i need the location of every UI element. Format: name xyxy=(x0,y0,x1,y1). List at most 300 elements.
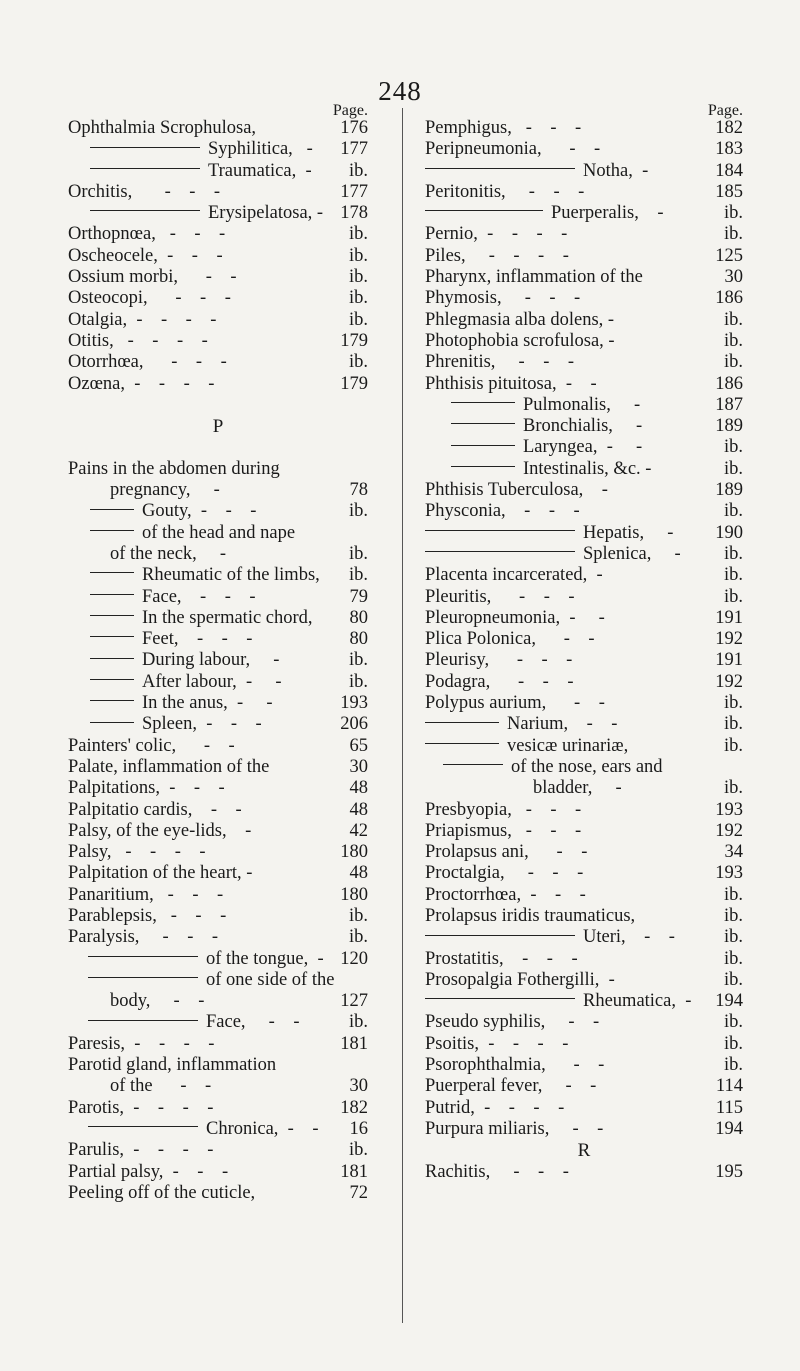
section-letter-label: P xyxy=(212,416,224,438)
index-entry xyxy=(68,1076,368,1097)
ditto-rule xyxy=(90,210,200,211)
index-column-left xyxy=(68,102,368,1204)
index-entry xyxy=(425,416,743,437)
entry-page-ref: ib. xyxy=(723,458,743,479)
entry-term: Rheumatica, - xyxy=(583,991,692,1012)
entry-term: Palpitation of the heart, - xyxy=(68,863,253,884)
entry-page-ref: 194 xyxy=(715,991,743,1012)
index-entry xyxy=(425,1162,743,1183)
entry-page-ref: ib. xyxy=(348,352,368,373)
ditto-rule xyxy=(90,572,134,573)
entry-term: Pemphigus, - - - xyxy=(425,118,582,138)
index-entry xyxy=(68,246,368,267)
entry-page-ref: 42 xyxy=(349,820,368,841)
index-entry xyxy=(425,821,743,842)
entry-page-ref: ib. xyxy=(348,224,368,245)
index-entry xyxy=(425,1119,743,1140)
index-entry xyxy=(425,842,743,863)
entry-page-ref: 48 xyxy=(349,778,368,799)
entry-term: Photophobia scrofulosa, - xyxy=(425,330,615,351)
entry-term: Panaritium, - - - xyxy=(68,884,224,905)
entry-page-ref: ib. xyxy=(723,203,743,224)
entry-page-ref: 191 xyxy=(715,607,743,628)
entry-term: Uteri, - - xyxy=(583,927,675,948)
entry-term: Pleurisy, - - - xyxy=(425,650,573,671)
index-entry xyxy=(68,757,368,778)
index-entry xyxy=(425,161,743,182)
entry-term: vesicæ urinariæ, xyxy=(507,735,629,756)
entry-page-ref: ib. xyxy=(348,927,368,948)
entry-page-ref: ib. xyxy=(723,330,743,351)
index-entry xyxy=(68,1119,368,1140)
index-entry xyxy=(425,203,743,224)
index-entry xyxy=(68,1034,368,1055)
entry-term: Parotid gland, inflammation xyxy=(68,1055,277,1076)
entry-term: Chronica, - - xyxy=(206,1118,319,1139)
index-entry xyxy=(68,203,368,224)
entry-term: Peeling off of the cuticle, xyxy=(68,1182,256,1203)
entry-term: of one side of the xyxy=(206,969,334,990)
entry-term: Palpitations, - - - xyxy=(68,778,225,799)
entry-term: Paralysis, - - - xyxy=(68,927,219,948)
index-entry xyxy=(425,310,743,331)
entry-term: Palsy, - - - - xyxy=(68,842,206,863)
entry-term: of the head and nape xyxy=(142,522,296,543)
entry-term: Putrid, - - - - xyxy=(425,1097,565,1118)
entry-term: Parablepsis, - - - xyxy=(68,905,227,926)
entry-term: Pulmonalis, - xyxy=(523,394,641,415)
entry-term: Polypus aurium, - - xyxy=(425,693,605,714)
index-entry xyxy=(425,1012,743,1033)
entry-page-ref: 179 xyxy=(340,330,368,351)
entry-term: Traumatica, - xyxy=(208,160,312,181)
entry-page-ref: ib. xyxy=(348,1140,368,1161)
ditto-rule xyxy=(90,679,134,680)
index-entry xyxy=(68,587,368,608)
entry-term: Erysipelatosa, - xyxy=(208,203,324,224)
index-entry xyxy=(425,246,743,267)
index-entry xyxy=(425,1055,743,1076)
index-entry xyxy=(425,267,743,288)
index-column-right xyxy=(425,102,743,1183)
entry-page-ref: 120 xyxy=(340,948,368,969)
entry-term: of the nose, ears and xyxy=(511,756,663,777)
index-entry xyxy=(425,672,743,693)
entry-term: Otorrhœa, - - - xyxy=(68,352,227,373)
entry-term: Rheumatic of the limbs, xyxy=(142,565,320,586)
entry-page-ref: 181 xyxy=(340,1161,368,1182)
entry-page-ref: ib. xyxy=(348,501,368,522)
entry-term: pregnancy, - xyxy=(110,480,220,501)
ditto-rule xyxy=(88,1126,198,1127)
entry-term: Oscheocele, - - - xyxy=(68,245,223,266)
entry-page-ref: ib. xyxy=(348,543,368,564)
entry-term: Face, - - xyxy=(206,1012,300,1033)
entry-page-ref: 193 xyxy=(340,693,368,714)
ditto-rule xyxy=(425,551,575,552)
entry-page-ref: ib. xyxy=(723,543,743,564)
entry-page-ref: 191 xyxy=(715,650,743,671)
entry-page-ref: ib. xyxy=(723,1055,743,1076)
index-entry xyxy=(68,949,368,970)
entry-term: Psorophthalmia, - - xyxy=(425,1055,605,1076)
index-entry xyxy=(425,927,743,948)
ditto-rule xyxy=(90,700,134,701)
entry-page-ref: ib. xyxy=(348,288,368,309)
entry-term: Phrenitis, - - - xyxy=(425,352,575,373)
entry-page-ref: ib. xyxy=(723,884,743,905)
entry-page-ref: 182 xyxy=(340,1097,368,1118)
index-entry xyxy=(425,182,743,203)
index-entry xyxy=(425,714,743,735)
ditto-rule xyxy=(88,1020,198,1021)
ditto-rule xyxy=(443,764,503,765)
index-entry xyxy=(425,523,743,544)
entry-term: Ophthalmia Scrophulosa, xyxy=(68,118,257,138)
entry-page-ref: ib. xyxy=(723,735,743,756)
entry-term: Prosopalgia Fothergilli, - xyxy=(425,969,615,990)
entry-term: Piles, - - - - xyxy=(425,245,569,266)
entry-page-ref: ib. xyxy=(723,714,743,735)
entry-page-ref: 181 xyxy=(340,1033,368,1054)
entry-page-ref: 182 xyxy=(715,118,743,138)
entry-page-ref: 194 xyxy=(715,1118,743,1139)
index-entry xyxy=(68,544,368,565)
ditto-rule xyxy=(451,423,515,424)
entry-page-ref: 80 xyxy=(349,607,368,628)
index-entry xyxy=(425,288,743,309)
entry-page-ref: 206 xyxy=(340,714,368,735)
entry-term: Prostatitis, - - - xyxy=(425,948,578,969)
entry-page-ref: 186 xyxy=(715,288,743,309)
ditto-rule xyxy=(88,977,198,978)
entry-page-ref: 193 xyxy=(715,863,743,884)
index-entry xyxy=(425,565,743,586)
page-header-label: Page. xyxy=(332,102,368,119)
index-entry xyxy=(68,714,368,735)
index-entry xyxy=(68,565,368,586)
entry-page-ref: 114 xyxy=(715,1076,743,1097)
ditto-rule xyxy=(90,722,134,723)
index-entry xyxy=(68,693,368,714)
index-entry xyxy=(425,1034,743,1055)
entry-term: Otalgia, - - - - xyxy=(68,309,217,330)
index-entry xyxy=(425,459,743,480)
entry-term: Prolapsus iridis traumaticus, xyxy=(425,905,636,926)
index-entry xyxy=(68,331,368,352)
entry-page-ref: 184 xyxy=(715,160,743,181)
ditto-rule xyxy=(425,998,575,999)
index-entry xyxy=(425,650,743,671)
ditto-rule xyxy=(425,530,575,531)
index-entry xyxy=(68,863,368,884)
entry-term: Ossium morbi, - - xyxy=(68,267,237,288)
entry-term: Notha, - xyxy=(583,160,649,181)
index-entry xyxy=(425,118,743,139)
index-entry xyxy=(425,800,743,821)
index-entry xyxy=(425,374,743,395)
entry-term: Priapismus, - - - xyxy=(425,820,582,841)
entry-term: Placenta incarcerated, - xyxy=(425,565,603,586)
ditto-rule xyxy=(425,168,575,169)
entry-term: Paresis, - - - - xyxy=(68,1033,215,1054)
index-entry xyxy=(68,629,368,650)
entry-term: Painters' colic, - - xyxy=(68,735,235,756)
entry-page-ref: 72 xyxy=(349,1182,368,1203)
index-entry xyxy=(425,906,743,927)
entry-term: Pleuritis, - - - xyxy=(425,586,575,607)
entry-page-ref: 30 xyxy=(724,267,743,288)
entry-page-ref: ib. xyxy=(723,778,743,799)
entry-page-ref: 179 xyxy=(340,373,368,394)
index-entry xyxy=(68,842,368,863)
index-entry xyxy=(68,885,368,906)
entry-page-ref: ib. xyxy=(723,352,743,373)
index-entry xyxy=(68,991,368,1012)
entry-page-ref: 16 xyxy=(349,1118,368,1139)
ditto-rule xyxy=(88,956,198,957)
index-entry xyxy=(68,224,368,245)
entry-page-ref: 176 xyxy=(340,118,368,138)
entry-term: bladder, - xyxy=(533,778,622,799)
index-entry xyxy=(425,501,743,522)
page-column-header xyxy=(68,104,368,118)
entry-page-ref: 187 xyxy=(715,394,743,415)
index-entry xyxy=(68,139,368,160)
entry-term: Spleen, - - - xyxy=(142,714,262,735)
entry-term: Palate, inflammation of the xyxy=(68,756,270,777)
index-entry xyxy=(68,608,368,629)
entry-term: Phymosis, - - - xyxy=(425,288,581,309)
entry-term: Presbyopia, - - - xyxy=(425,799,582,820)
entry-term: Proctorrhœa, - - - xyxy=(425,884,586,905)
index-entry xyxy=(68,800,368,821)
entry-page-ref: ib. xyxy=(348,671,368,692)
entry-page-ref: ib. xyxy=(723,437,743,458)
index-entry xyxy=(425,480,743,501)
entry-page-ref: ib. xyxy=(348,245,368,266)
entry-page-ref: ib. xyxy=(348,650,368,671)
blank-line xyxy=(68,437,368,458)
entry-page-ref: ib. xyxy=(723,905,743,926)
index-entry xyxy=(68,1055,368,1076)
page-column-header xyxy=(425,104,743,118)
index-entry xyxy=(425,778,743,799)
index-entry xyxy=(425,587,743,608)
index-entry xyxy=(425,970,743,991)
entry-page-ref: 178 xyxy=(340,203,368,224)
index-entry xyxy=(68,970,368,991)
ditto-rule xyxy=(90,658,134,659)
ditto-rule xyxy=(90,509,134,510)
entry-page-ref: 65 xyxy=(349,735,368,756)
entry-term: During labour, - xyxy=(142,650,280,671)
entry-page-ref: ib. xyxy=(348,905,368,926)
entry-term: Palpitatio cardis, - - xyxy=(68,799,242,820)
ditto-rule xyxy=(90,594,134,595)
index-entry xyxy=(425,1076,743,1097)
entry-page-ref: ib. xyxy=(723,565,743,586)
entry-page-ref: 177 xyxy=(340,181,368,202)
entry-page-ref: ib. xyxy=(723,948,743,969)
entry-page-ref: ib. xyxy=(723,693,743,714)
entry-term: Otitis, - - - - xyxy=(68,330,208,351)
ditto-rule xyxy=(90,636,134,637)
entry-page-ref: 115 xyxy=(715,1097,743,1118)
entry-page-ref: 195 xyxy=(715,1161,743,1182)
index-entry xyxy=(68,310,368,331)
index-entry xyxy=(68,821,368,842)
entry-term: Syphilitica, - xyxy=(208,139,313,160)
entry-term: Phthisis Tuberculosa, - xyxy=(425,480,608,501)
entry-page-ref: ib. xyxy=(723,501,743,522)
entry-term: Physconia, - - - xyxy=(425,501,580,522)
entry-term: Face, - - - xyxy=(142,586,256,607)
entry-term: Psoitis, - - - - xyxy=(425,1033,569,1054)
index-entry xyxy=(68,523,368,544)
entry-page-ref: 190 xyxy=(715,522,743,543)
index-entry xyxy=(68,480,368,501)
entry-term: After labour, - - xyxy=(142,671,282,692)
entry-term: Partial palsy, - - - xyxy=(68,1161,229,1182)
entry-page-ref: 30 xyxy=(349,756,368,777)
ditto-rule xyxy=(425,722,499,723)
page-number: 248 xyxy=(378,76,422,106)
entry-term: Proctalgia, - - - xyxy=(425,863,584,884)
index-entry xyxy=(68,459,368,480)
entry-page-ref: 192 xyxy=(715,629,743,650)
entry-term: Rachitis, - - - xyxy=(425,1161,569,1182)
index-entry xyxy=(425,331,743,352)
ditto-rule xyxy=(90,168,200,169)
entry-page-ref: ib. xyxy=(723,927,743,948)
index-entry xyxy=(68,736,368,757)
entry-page-ref: 192 xyxy=(715,671,743,692)
entry-page-ref: 30 xyxy=(349,1076,368,1097)
entry-term: Orchitis, - - - xyxy=(68,181,221,202)
column-divider xyxy=(402,108,403,1323)
entry-term: Laryngea, - - xyxy=(523,437,643,458)
entry-page-ref: ib. xyxy=(723,1033,743,1054)
entry-term: In the anus, - - xyxy=(142,693,273,714)
ditto-rule xyxy=(425,210,543,211)
index-entry xyxy=(68,1183,368,1204)
entry-page-ref: 192 xyxy=(715,820,743,841)
section-letter xyxy=(425,1140,743,1161)
page-header-label: Page. xyxy=(707,102,743,119)
entry-page-ref: 186 xyxy=(715,373,743,394)
entry-term: Pernio, - - - - xyxy=(425,224,568,245)
entry-term: Puerperalis, - xyxy=(551,203,664,224)
index-entry xyxy=(68,1162,368,1183)
entry-term: Phthisis pituitosa, - - xyxy=(425,373,597,394)
entry-term: of the neck, - xyxy=(110,543,227,564)
entry-term: Parotis, - - - - xyxy=(68,1097,214,1118)
index-entry xyxy=(68,374,368,395)
ditto-rule xyxy=(90,147,200,148)
entry-page-ref: ib. xyxy=(348,1012,368,1033)
entry-page-ref: ib. xyxy=(723,969,743,990)
entry-page-ref: ib. xyxy=(348,565,368,586)
entry-page-ref: ib. xyxy=(723,224,743,245)
entry-term: Intestinalis, &c. - xyxy=(523,458,652,479)
entry-page-ref: 48 xyxy=(349,863,368,884)
entry-page-ref: 34 xyxy=(724,842,743,863)
entry-page-ref: ib. xyxy=(348,160,368,181)
entry-page-ref: 125 xyxy=(715,245,743,266)
index-entry xyxy=(425,395,743,416)
entry-page-ref: ib. xyxy=(723,1012,743,1033)
entry-term: Ozœna, - - - - xyxy=(68,373,215,394)
index-entry xyxy=(68,1140,368,1161)
entry-term: Bronchialis, - xyxy=(523,416,643,437)
entry-page-ref: 185 xyxy=(715,181,743,202)
entry-term: In the spermatic chord, xyxy=(142,607,313,628)
ditto-rule xyxy=(451,466,515,467)
entry-term: Peripneumonia, - - xyxy=(425,139,601,160)
index-entry xyxy=(425,949,743,970)
blank-line xyxy=(68,395,368,416)
entry-term: Pleuropneumonia, - - xyxy=(425,607,605,628)
entry-page-ref: 79 xyxy=(349,586,368,607)
section-letter xyxy=(68,416,368,437)
entry-page-ref: 177 xyxy=(340,139,368,160)
index-entry xyxy=(68,906,368,927)
index-entry xyxy=(425,352,743,373)
index-entry xyxy=(425,757,743,778)
index-entry xyxy=(425,736,743,757)
index-entry xyxy=(425,139,743,160)
entry-page-ref: 78 xyxy=(349,480,368,501)
ditto-rule xyxy=(425,935,575,936)
ditto-rule xyxy=(90,615,134,616)
entry-page-ref: ib. xyxy=(348,267,368,288)
entry-page-ref: ib. xyxy=(723,309,743,330)
ditto-rule xyxy=(90,530,134,531)
index-entry xyxy=(425,224,743,245)
index-entry xyxy=(68,288,368,309)
entry-term: body, - - xyxy=(110,991,205,1012)
entry-term: Plica Polonica, - - xyxy=(425,629,595,650)
index-entry xyxy=(68,927,368,948)
entry-term: Osteocopi, - - - xyxy=(68,288,231,309)
index-entry xyxy=(425,437,743,458)
entry-term: Purpura miliaris, - - xyxy=(425,1118,604,1139)
index-entry xyxy=(425,1098,743,1119)
index-entry xyxy=(68,352,368,373)
entry-term: Parulis, - - - - xyxy=(68,1140,214,1161)
entry-term: Orthopnœa, - - - xyxy=(68,224,226,245)
index-entry xyxy=(425,991,743,1012)
index-entry xyxy=(68,182,368,203)
entry-term: Palsy, of the eye-lids, - xyxy=(68,820,252,841)
entry-page-ref: ib. xyxy=(723,586,743,607)
entry-page-ref: 127 xyxy=(340,991,368,1012)
entry-term: Splenica, - xyxy=(583,543,681,564)
index-entry xyxy=(68,778,368,799)
index-entry xyxy=(68,1098,368,1119)
entry-term: Pseudo syphilis, - - xyxy=(425,1012,600,1033)
entry-term: Gouty, - - - xyxy=(142,501,257,522)
entry-term: Pharynx, inflammation of the xyxy=(425,267,643,288)
ditto-rule xyxy=(425,743,499,744)
index-entry xyxy=(425,544,743,565)
entry-term: of the tongue, - xyxy=(206,948,324,969)
entry-page-ref: 48 xyxy=(349,799,368,820)
entry-page-ref: 180 xyxy=(340,842,368,863)
entry-term: Hepatis, - xyxy=(583,522,674,543)
entry-term: Narium, - - xyxy=(507,714,618,735)
